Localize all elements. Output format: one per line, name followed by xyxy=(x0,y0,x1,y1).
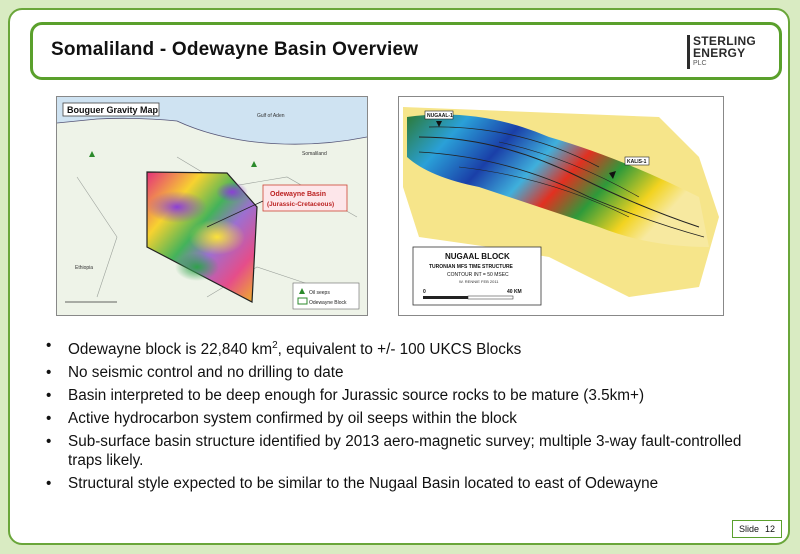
legend-odewayne-block: Odewayne Block xyxy=(309,300,347,306)
nugaal-block-title: NUGAAL BLOCK xyxy=(445,252,510,261)
basin-callout-line2: (Jurassic-Cretaceous) xyxy=(267,201,335,208)
well-label-kalis: KALIS-1 xyxy=(627,159,647,165)
contour-interval: CONTOUR INT = 50 MSEC xyxy=(447,272,509,278)
bullet-text: Sub-surface basin structure identified by 2013 aero-magnetic survey; multiple 3-way fault-controlled traps likely. xyxy=(68,433,742,470)
well-label-nugaal: NUGAAL-1 xyxy=(427,113,453,119)
slide-title: Somaliland - Odewayne Basin Overview xyxy=(51,39,419,60)
bullet-structural-style xyxy=(44,474,744,493)
logo-line-1: STERLING xyxy=(693,34,757,48)
logo-line-2: ENERGY xyxy=(693,46,746,60)
slide-number: 12 xyxy=(764,524,775,534)
bullet-no-seismic xyxy=(44,363,744,382)
nugaal-structure-map xyxy=(398,96,724,316)
logo-line-3: PLC xyxy=(693,60,707,67)
gravity-map-heading: Bouguer Gravity Map xyxy=(67,105,159,115)
bullet-block-size xyxy=(44,336,744,359)
superscript-2: 2 xyxy=(272,340,278,351)
nugaal-map-graphic xyxy=(399,97,723,315)
bullet-glyph: • xyxy=(46,337,52,354)
ethiopia-label: Ethiopia xyxy=(75,265,94,271)
bouguer-gravity-map xyxy=(56,96,368,316)
logo-bar xyxy=(687,35,690,69)
bullet-list xyxy=(44,336,744,497)
bullet-glyph: • xyxy=(46,364,52,382)
gulf-label: Gulf of Aden xyxy=(257,113,285,119)
basin-callout-line1: Odewayne Basin xyxy=(270,191,327,198)
legend-oil-seeps: Oil seeps xyxy=(309,290,330,296)
scale-start: 0 xyxy=(423,289,426,295)
slide-number-box xyxy=(732,520,782,538)
bullet-glyph: • xyxy=(46,387,52,405)
scale-end: 40 KM xyxy=(507,289,522,295)
bullet-text: Active hydrocarbon system confirmed by oil seeps within the block xyxy=(68,410,517,428)
slide-label: Slide xyxy=(738,524,759,534)
bullet-glyph: • xyxy=(46,475,52,493)
title-bar xyxy=(30,22,782,80)
author-date: W. RENNIE FEB 2011 xyxy=(459,279,499,284)
bullet-glyph: • xyxy=(46,410,52,428)
somaliland-label: Somaliland xyxy=(302,151,327,157)
bullet-text: No seismic control and no drilling to date xyxy=(68,364,344,382)
bullet-basin-depth xyxy=(44,386,744,405)
bullet-text: Odewayne block is 22,840 km xyxy=(68,341,273,359)
structure-subtitle: TURONIAN MFS TIME STRUCTURE xyxy=(429,264,513,270)
bullet-aeromagnetic xyxy=(44,432,744,470)
bullet-glyph: • xyxy=(46,433,52,451)
bullet-oil-seeps xyxy=(44,409,744,428)
gravity-map-graphic xyxy=(57,97,367,315)
bullet-text: Structural style expected to be similar to the Nugaal Basin located to east of Odewayne xyxy=(68,475,659,493)
bullet-text: , equivalent to +/- 100 UKCS Blocks xyxy=(277,341,522,359)
sterling-energy-logo xyxy=(687,33,767,73)
bullet-text: Basin interpreted to be deep enough for Jurassic source rocks to be mature (3.5km+) xyxy=(68,387,645,405)
